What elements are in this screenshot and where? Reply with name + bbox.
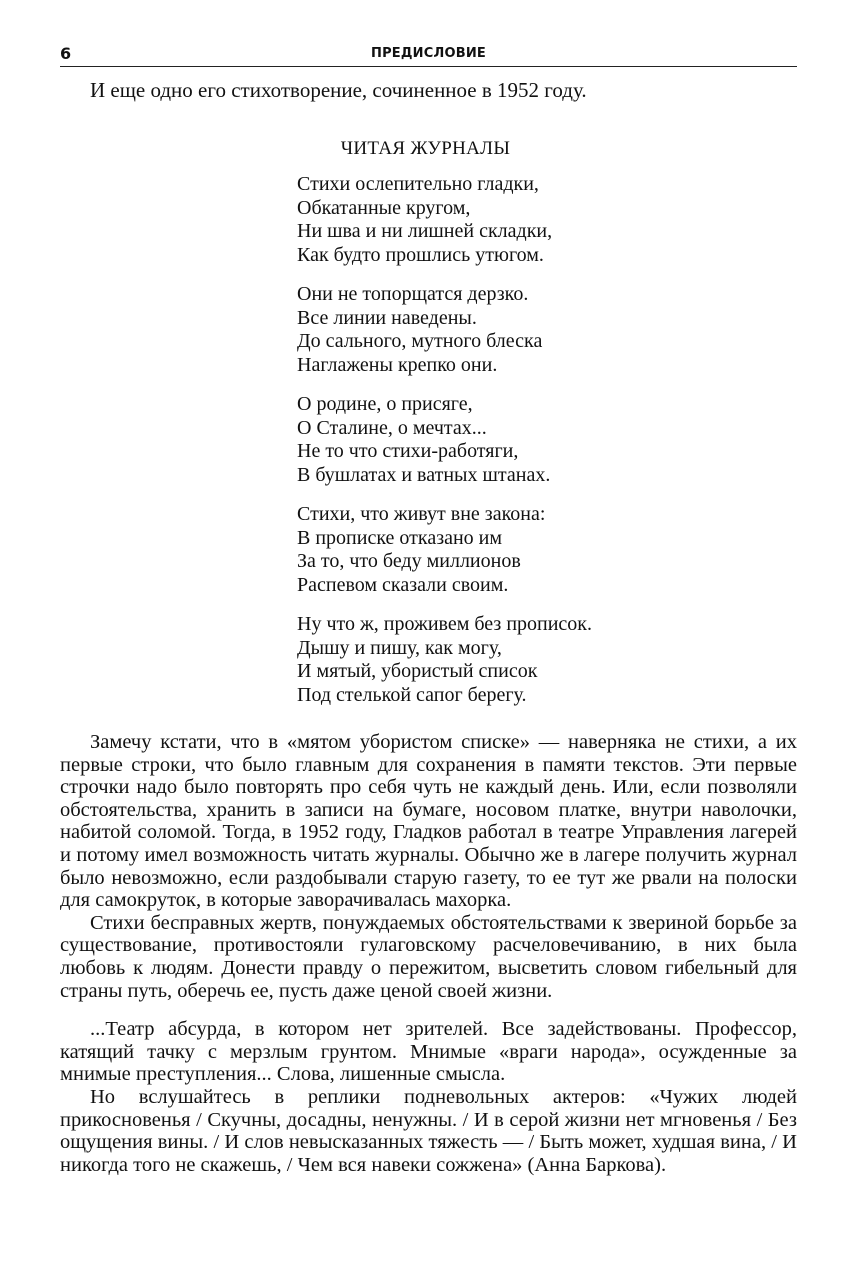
running-header: [60, 44, 797, 67]
paragraph: Стихи бесправных жертв, понуждаемых обстоятельствами к звериной борьбе за существование, противостояли гулаговскому расчеловечиванию, в них была любовь к людям. Донести правду о пережитом, высветить словом гибельный для страны путь, оберечь ее, пусть даже ценой своей жизни.: [60, 911, 797, 1002]
stanza: [297, 173, 592, 267]
poem-line: О родине, о присяге,: [297, 393, 473, 415]
paragraph: Но вслушайтесь в реплики подневольных актеров: «Чужих людей прикосновенья / Скучны, досадны, ненужны. / И в серой жизни нет мгновенья / Без ощущения вины. / И слов невысказанных тяжесть — / Быть может, худшая вина, / И никогда того не скажешь, / Чем вся навеки сожжена» (Анна Баркова).: [60, 1085, 797, 1176]
poem-line: В прописке отказано им: [297, 526, 503, 549]
poem-line: О Сталине, о мечтах...: [297, 416, 487, 439]
paragraph: ...Театр абсурда, в котором нет зрителей. Все задействованы. Профессор, катящий тачку с мерзлым грунтом. Мнимые «враги народа», осужденные за мнимые преступления... Слова, лишенные смысла.: [60, 1018, 797, 1086]
poem-line: Не то что стихи-работяги,: [297, 440, 519, 462]
stanza: [297, 613, 592, 707]
poem-line: Распевом сказали своим.: [297, 573, 509, 596]
stanza: [297, 393, 592, 487]
poem-title: ЧИТАЯ ЖУРНАЛЫ: [340, 138, 511, 159]
poem-line: Все линии наведены.: [297, 306, 477, 329]
poem-line: До сального, мутного блеска: [297, 330, 543, 352]
poem-line: Стихи, что живут вне закона:: [297, 503, 546, 525]
poem-line: Под стелькой сапог берегу.: [297, 683, 527, 706]
poem-line: Как будто прошлись утюгом.: [297, 243, 544, 266]
poem-line: В бушлатах и ватных штанах.: [297, 463, 551, 486]
poem-line: Обкатанные кругом,: [297, 196, 471, 219]
poem-line: За то, что беду миллионов: [297, 550, 521, 572]
poem-line: И мятый, убористый список: [297, 660, 538, 682]
poem-line: Наглажены крепко они.: [297, 353, 498, 376]
running-title: ПРЕДИСЛОВИЕ: [370, 46, 486, 61]
poem-line: Стихи ослепительно гладки,: [297, 173, 539, 195]
page-number: 6: [60, 44, 72, 63]
poem-line: Они не топорщатся дерзко.: [297, 283, 529, 305]
paragraph: Замечу кстати, что в «мятом убористом списке» — наверняка не стихи, а их первые строки, что было главным для сохранения в памяти текстов. Эти первые строчки надо было повторять про себя чуть не каждый день. Или, если позволяли обстоятельства, хранить в записи на бумаге, носовом платке, внутри наволочки, набитой соломой. Тогда, в 1952 году, Гладков работал в театре Управления лагерей и потому имел возможность читать журналы. Обычно же в лагере получить журнал было невозможно, если раздобывали старую газету, то ее тут же рвали на полоски для самокруток, в которые заворачивалась махорка.: [60, 731, 797, 912]
body-text: [60, 731, 797, 1176]
poem-line: Ну что ж, проживем без прописок.: [297, 613, 593, 635]
lead-sentence: И еще одно его стихотворение, сочиненное в 1952 году.: [90, 78, 587, 102]
poem-line: Ни шва и ни лишней складки,: [297, 220, 553, 242]
poem: [297, 173, 592, 723]
stanza: [297, 503, 592, 597]
stanza: [297, 283, 592, 377]
poem-line: Дышу и пишу, как могу,: [297, 636, 502, 659]
